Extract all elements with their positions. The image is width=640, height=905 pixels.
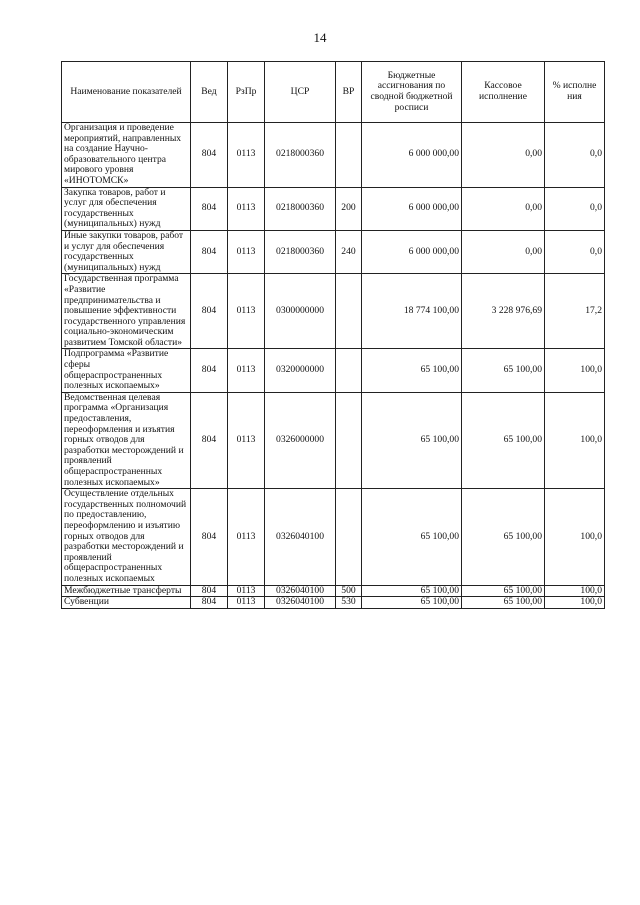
table-row <box>62 274 605 349</box>
row-budget: 6 000 000,00 <box>362 123 462 188</box>
table-row <box>62 597 605 609</box>
row-rzpr: 0113 <box>228 349 265 392</box>
table-row <box>62 349 605 392</box>
row-csr: 0326000000 <box>265 392 336 488</box>
row-rzpr: 0113 <box>228 489 265 585</box>
row-vr: 200 <box>336 187 362 230</box>
row-ved: 804 <box>191 187 228 230</box>
row-name: Субвенции <box>62 597 191 609</box>
row-name: Межбюджетные трансферты <box>62 585 191 597</box>
row-cash: 0,00 <box>462 123 545 188</box>
row-percent: 100,0 <box>545 585 605 597</box>
row-ved: 804 <box>191 274 228 349</box>
row-ved: 804 <box>191 585 228 597</box>
row-name: Закупка товаров, работ и услуг для обеспечения государственных (муниципальных) нужд <box>62 187 191 230</box>
row-rzpr: 0113 <box>228 274 265 349</box>
row-cash: 0,00 <box>462 230 545 273</box>
header-vr: ВР <box>336 62 362 123</box>
row-percent: 0,0 <box>545 230 605 273</box>
row-csr: 0218000360 <box>265 187 336 230</box>
row-cash: 0,00 <box>462 187 545 230</box>
header-percent: % исполне ния <box>545 62 605 123</box>
header-csr: ЦСР <box>265 62 336 123</box>
table-header-row <box>62 62 605 123</box>
row-ved: 804 <box>191 349 228 392</box>
table-row <box>62 489 605 585</box>
row-rzpr: 0113 <box>228 123 265 188</box>
row-csr: 0326040100 <box>265 585 336 597</box>
row-ved: 804 <box>191 489 228 585</box>
row-csr: 0218000360 <box>265 123 336 188</box>
budget-execution-table <box>61 61 605 609</box>
row-cash: 65 100,00 <box>462 349 545 392</box>
row-budget: 6 000 000,00 <box>362 187 462 230</box>
row-budget: 65 100,00 <box>362 597 462 609</box>
table-row <box>62 123 605 188</box>
row-rzpr: 0113 <box>228 392 265 488</box>
row-cash: 65 100,00 <box>462 597 545 609</box>
row-budget: 65 100,00 <box>362 585 462 597</box>
row-vr: 240 <box>336 230 362 273</box>
row-name: Государственная программа «Развитие предпринимательства и повышение эффективности государственного управления социально-экономическим развитием Томской области» <box>62 274 191 349</box>
header-name: Наименование показателей <box>62 62 191 123</box>
row-name: Организация и проведение мероприятий, направленных на создание Научно-образовательного центра мирового уровня «ИНОТОМСК» <box>62 123 191 188</box>
page-number: 14 <box>313 30 327 45</box>
row-percent: 17,2 <box>545 274 605 349</box>
row-budget: 18 774 100,00 <box>362 274 462 349</box>
row-budget: 65 100,00 <box>362 349 462 392</box>
row-percent: 0,0 <box>545 187 605 230</box>
row-name: Иные закупки товаров, работ и услуг для обеспечения государственных (муниципальных) нужд <box>62 230 191 273</box>
header-ved: Вед <box>191 62 228 123</box>
row-vr <box>336 489 362 585</box>
header-budget: Бюджетные ассигнования по сводной бюджетной росписи <box>362 62 462 123</box>
row-vr <box>336 123 362 188</box>
row-percent: 0,0 <box>545 123 605 188</box>
row-percent: 100,0 <box>545 489 605 585</box>
row-ved: 804 <box>191 230 228 273</box>
row-vr <box>336 274 362 349</box>
row-ved: 804 <box>191 392 228 488</box>
row-cash: 65 100,00 <box>462 585 545 597</box>
row-csr: 0320000000 <box>265 349 336 392</box>
header-cash: Кассовое исполнение <box>462 62 545 123</box>
table-row <box>62 392 605 488</box>
row-percent: 100,0 <box>545 349 605 392</box>
row-ved: 804 <box>191 597 228 609</box>
row-name: Осуществление отдельных государственных полномочий по предоставлению, переоформлению и изъятию горных отводов для разработки месторождений и проявлений общераспространенных полезных ископаемых <box>62 489 191 585</box>
row-cash: 3 228 976,69 <box>462 274 545 349</box>
table-row <box>62 230 605 273</box>
row-ved: 804 <box>191 123 228 188</box>
row-budget: 65 100,00 <box>362 489 462 585</box>
row-percent: 100,0 <box>545 392 605 488</box>
row-rzpr: 0113 <box>228 230 265 273</box>
row-percent: 100,0 <box>545 597 605 609</box>
row-cash: 65 100,00 <box>462 489 545 585</box>
table-row <box>62 585 605 597</box>
row-csr: 0218000360 <box>265 230 336 273</box>
row-rzpr: 0113 <box>228 597 265 609</box>
header-rzpr: РзПр <box>228 62 265 123</box>
row-cash: 65 100,00 <box>462 392 545 488</box>
row-vr: 530 <box>336 597 362 609</box>
row-vr: 500 <box>336 585 362 597</box>
row-name: Подпрограмма «Развитие сферы общераспространенных полезных ископаемых» <box>62 349 191 392</box>
row-budget: 6 000 000,00 <box>362 230 462 273</box>
table-row <box>62 187 605 230</box>
row-rzpr: 0113 <box>228 585 265 597</box>
row-name: Ведомственная целевая программа «Организация предоставления, переоформления и изъятия горных отводов для разработки месторождений и проявлений общераспространенных полезных ископаемых» <box>62 392 191 488</box>
row-vr <box>336 349 362 392</box>
row-vr <box>336 392 362 488</box>
row-rzpr: 0113 <box>228 187 265 230</box>
row-csr: 0326040100 <box>265 489 336 585</box>
row-csr: 0300000000 <box>265 274 336 349</box>
row-csr: 0326040100 <box>265 597 336 609</box>
row-budget: 65 100,00 <box>362 392 462 488</box>
